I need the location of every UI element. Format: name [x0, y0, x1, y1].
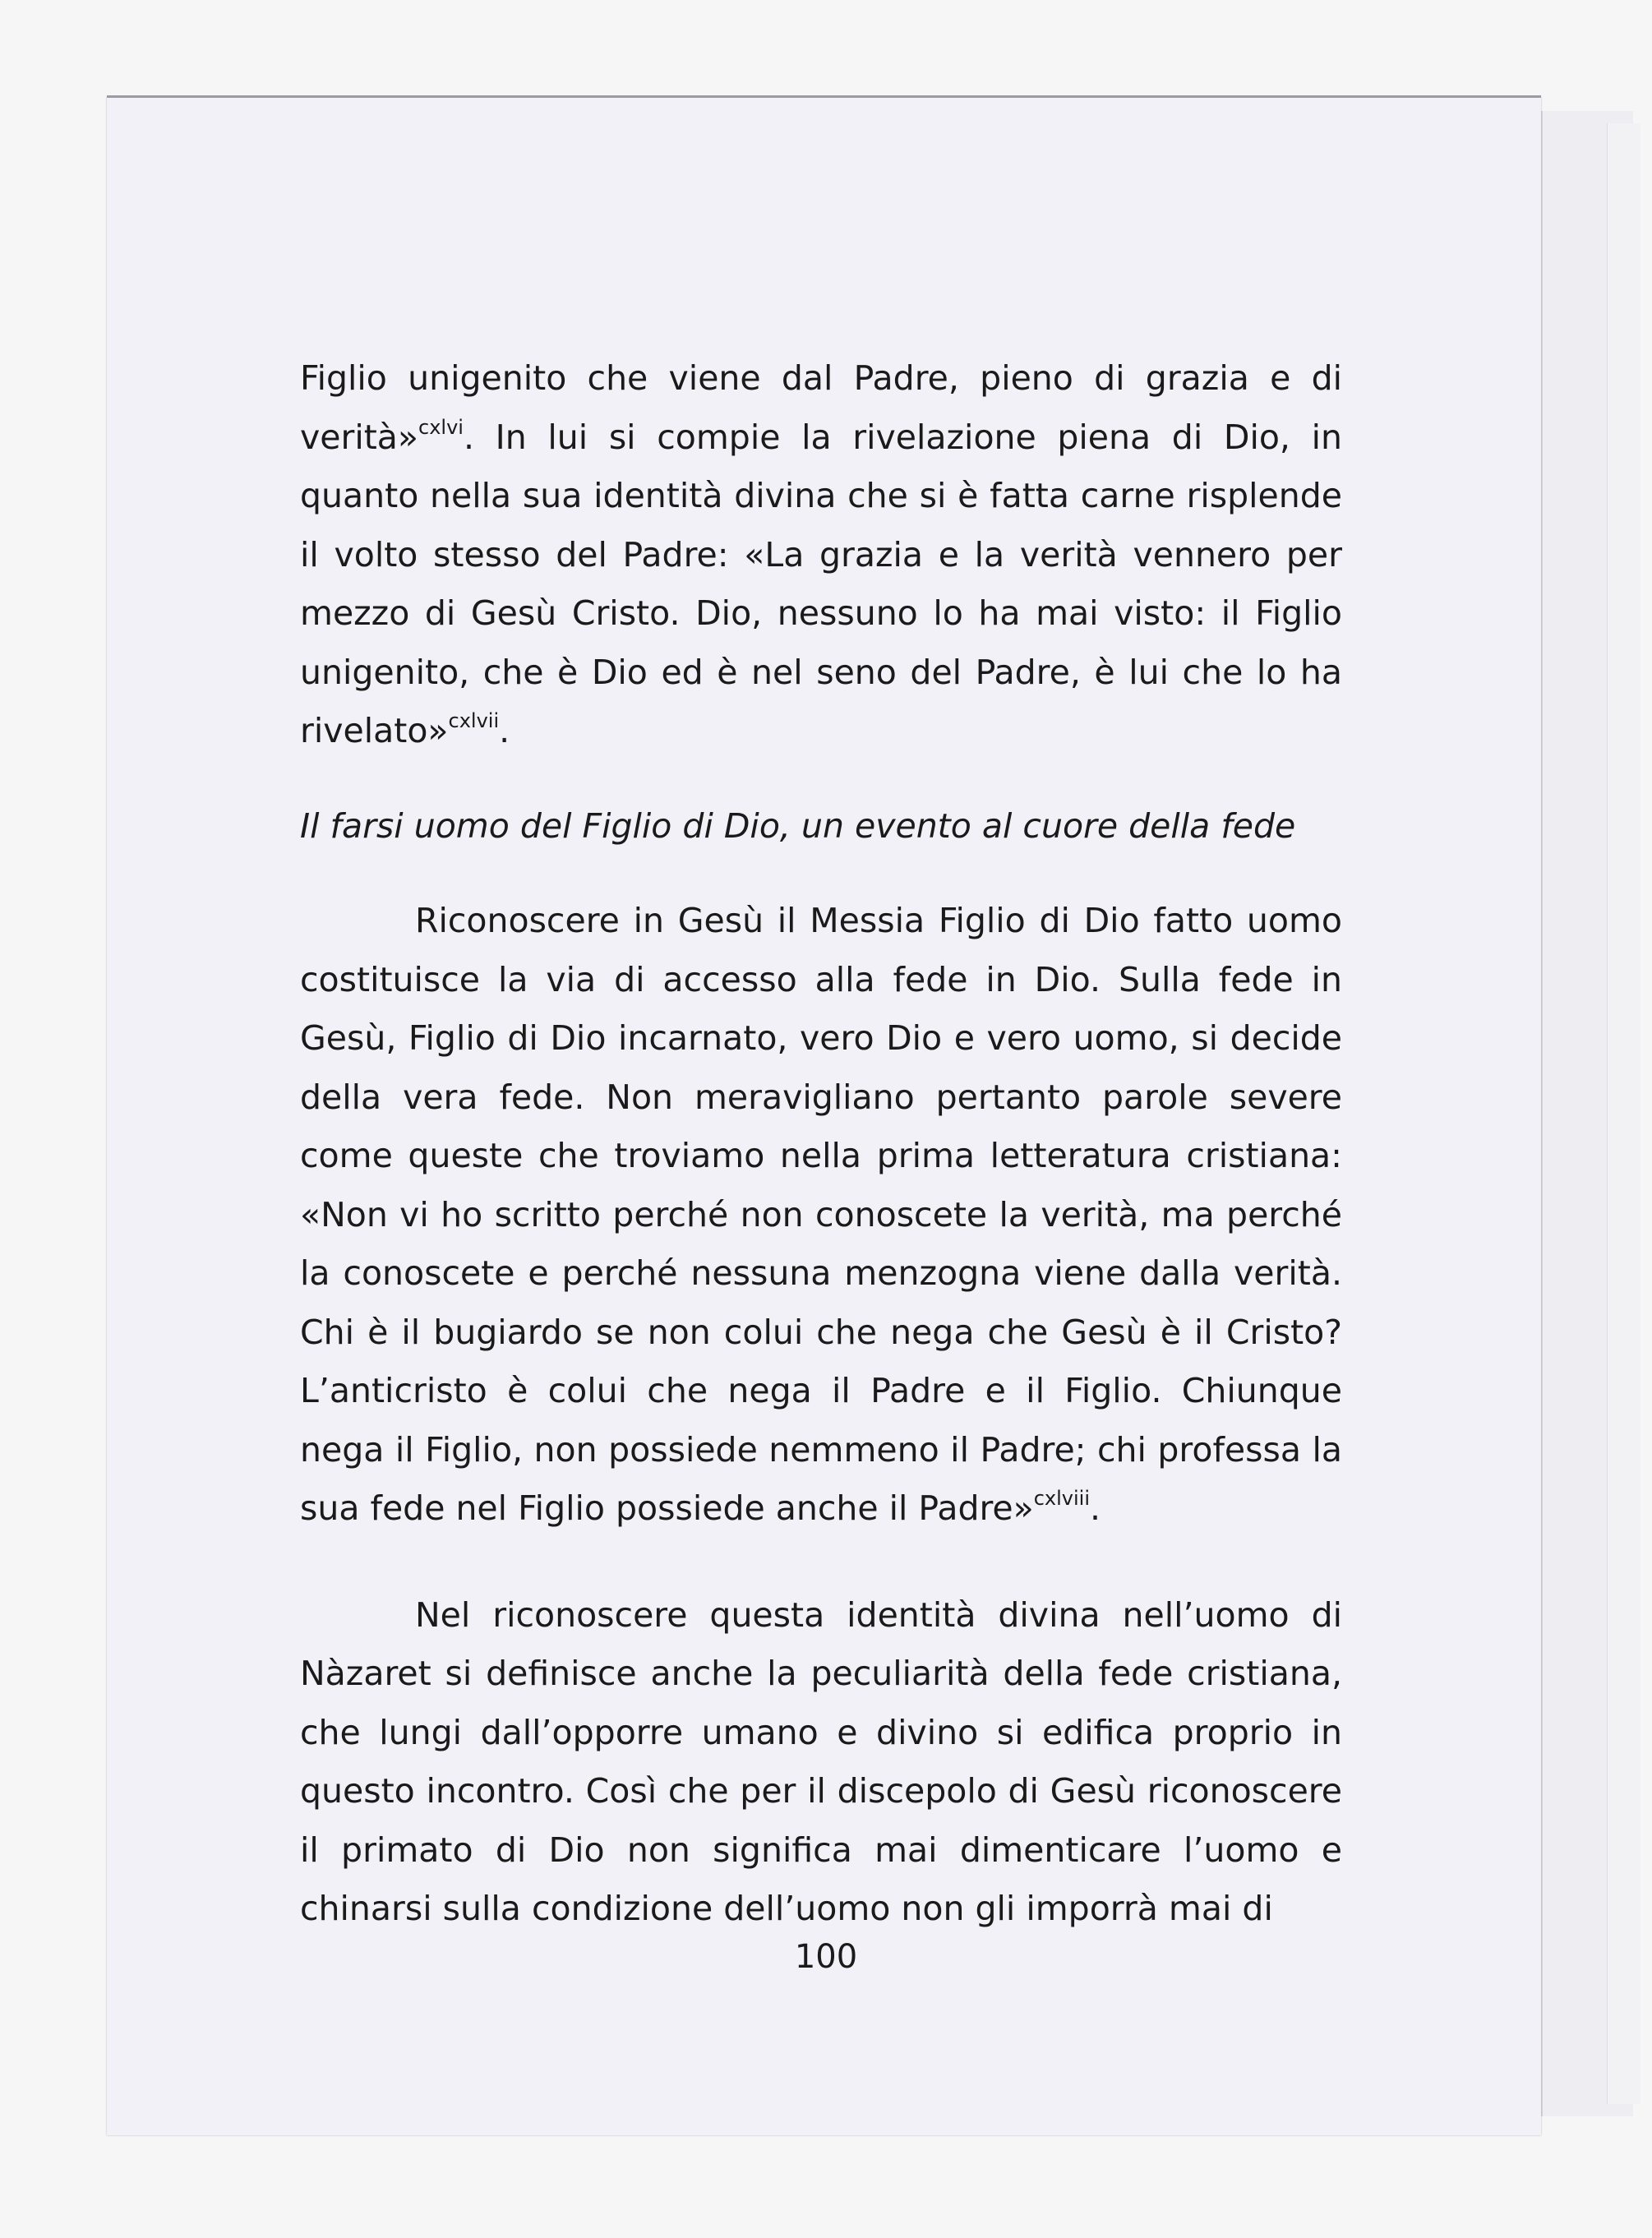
page-number: 100	[794, 1938, 858, 1976]
paragraph-1-text-b: . In lui si compie la rivelazione piena di Dio, in quanto nella sua identità divina che si è fatta carne risplende il volto stesso del Padre: «La grazia e la verità vennero per mezzo di Gesù Cristo. Dio, nessuno lo ha mai visto: il Figlio unigenito, che è Dio ed è nel seno del Padre, è lui che lo ha rivelato»	[300, 417, 1342, 750]
paragraph-1-text-c: .	[499, 711, 510, 750]
adjacent-page-edge-outer	[1607, 123, 1640, 2104]
paragraph-3	[300, 1586, 1342, 1939]
endnote-ref-cxlvi: cxlvi	[418, 415, 464, 439]
paragraph-2	[300, 892, 1342, 1539]
paragraph-spacer	[300, 1539, 1342, 1586]
paragraph-1	[300, 349, 1342, 761]
paragraph-3-text: Nel riconoscere questa identità divina nell’uomo di Nàzaret si definisce anche la peculiarità della fede cristiana, che lungi dall’opporre umano e divino si edifica proprio in questo incontro. Così che per il discepolo di Gesù riconoscere il primato di Dio non significa mai dimenticare l’uomo e chinarsi sulla condizione dell’uomo non gli imporrà mai di	[300, 1594, 1342, 1928]
section-heading: Il farsi uomo del Figlio di Dio, un evento al cuore della fede	[300, 805, 1296, 846]
page-body-text	[300, 349, 1342, 1939]
endnote-ref-cxlvii: cxlvii	[448, 709, 500, 732]
endnote-ref-cxlviii: cxlviii	[1033, 1487, 1091, 1510]
paragraph-2-text-a: Riconoscere in Gesù il Messia Figlio di Dio fatto uomo costituisce la via di accesso alla fede in Dio. Sulla fede in Gesù, Figlio di Dio incarnato, vero Dio e vero uomo, si decide della vera fede. Non meravigliano pertanto parole severe come queste che troviamo nella prima letteratura cristiana: «Non vi ho scritto perché non conoscete la verità, ma perché la conoscete e perché nessuna menzogna viene dalla verità. Chi è il bugiardo se non colui che nega che Gesù è il Cristo? L’anticristo è colui che nega il Padre e il Figlio. Chiunque nega il Figlio, non possiede nemmeno il Padre; chi professa la sua fede nel Figlio possiede anche il Padre»	[300, 901, 1342, 1528]
paragraph-2-text-b: .	[1090, 1488, 1101, 1528]
page-top-edge	[107, 95, 1541, 98]
paragraph-1-text-a: Figlio unigenito che viene dal Padre, pieno di grazia e di verità»	[300, 358, 1342, 457]
